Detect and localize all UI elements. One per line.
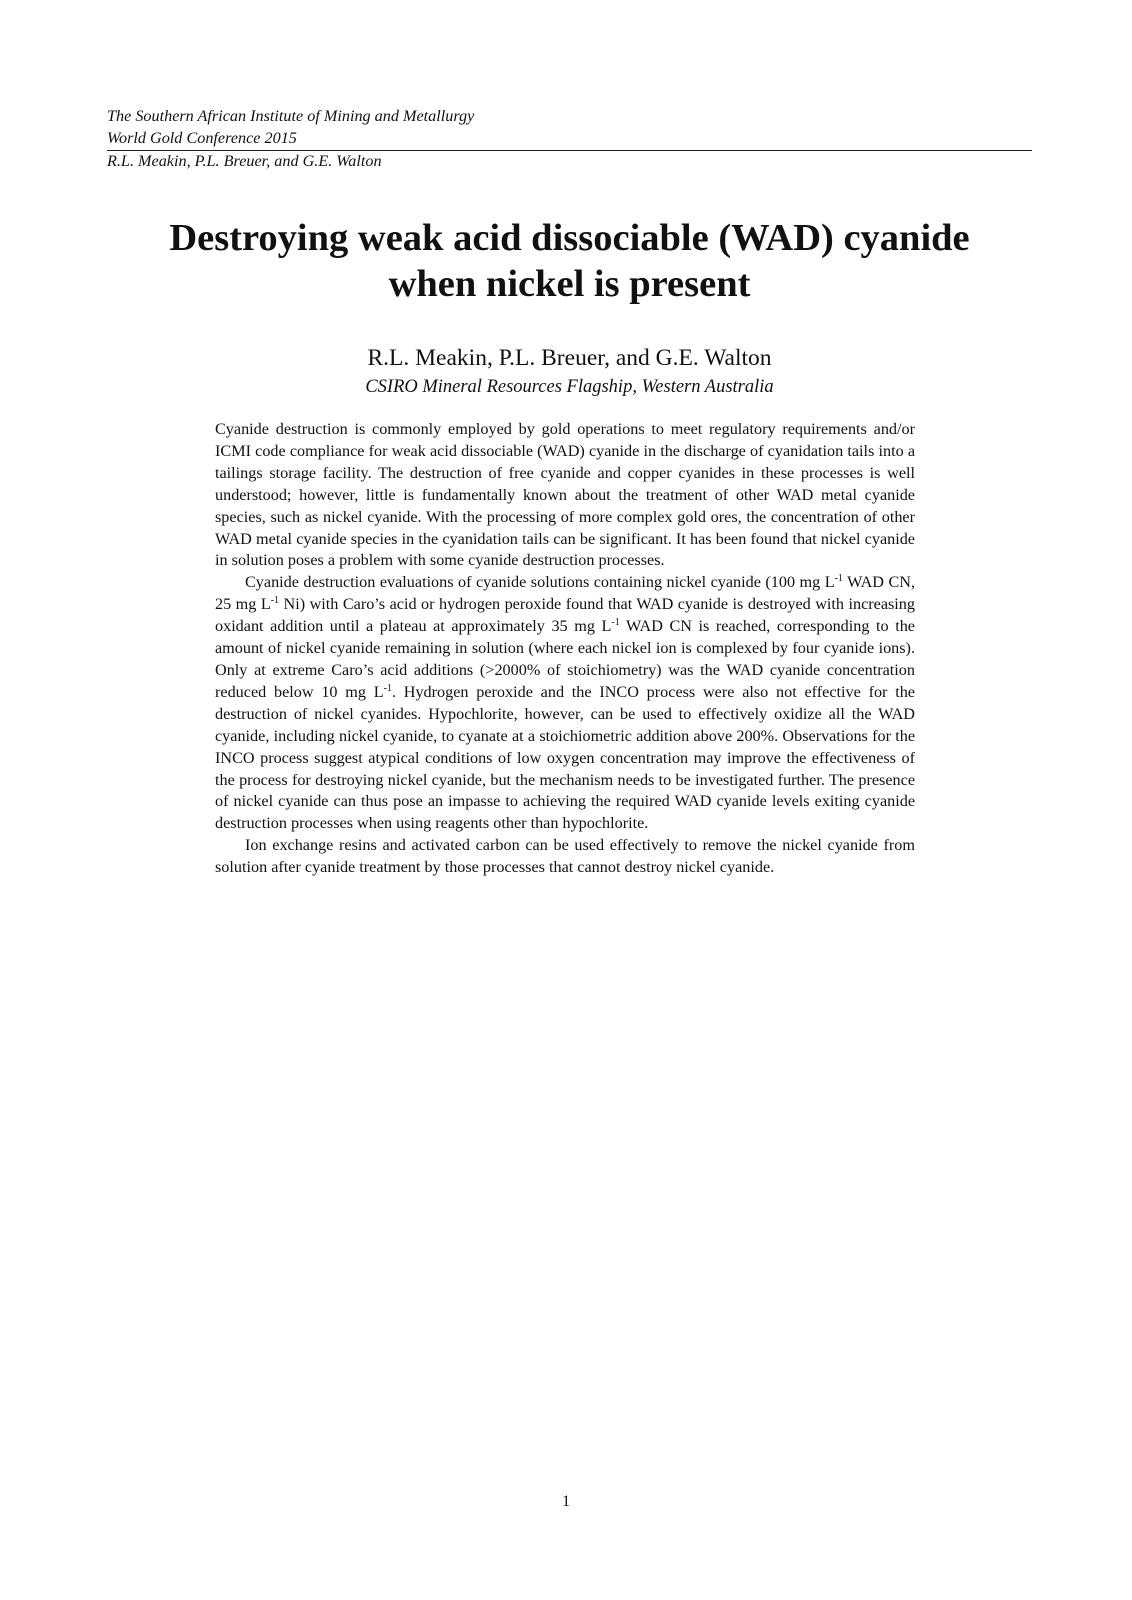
paper-title-line-1: Destroying weak acid dissociable (WAD) cyanide <box>169 217 970 259</box>
header-conference: World Gold Conference 2015 <box>107 128 297 147</box>
abstract-p2-text-5: . Hydrogen peroxide and the INCO process were also not effective for the destruction of nickel cyanides. Hypochlorite, however, can be used to effectively oxidize all the WAD cyanide, including nickel cyanide, to cyanate at a stoichiometric addition above 200%. Observations for the INCO process suggest atypical conditions of low oxygen concentration may improve the effectiveness of the process for destroying nickel cyanide, but the mechanism needs to be investigated further. The presence of nickel cyanide can thus pose an impasse to achieving the required WAD cyanide levels exiting cyanide destruction processes when using reagents other than hypochlorite. <box>215 682 915 833</box>
paper-affiliation: CSIRO Mineral Resources Flagship, Western Australia <box>365 377 774 397</box>
abstract <box>215 419 915 879</box>
page-number: 1 <box>561 1492 571 1510</box>
abstract-paragraph-1: Cyanide destruction is commonly employed by gold operations to meet regulatory requirements and/or ICMI code compliance for weak acid dissociable (WAD) cyanide in the discharge of cyanidation tails into a tailings storage facility. The destruction of free cyanide and copper cyanides in these processes is well understood; however, little is fundamentally known about the treatment of other WAD metal cyanide species, such as nickel cyanide. With the processing of more complex gold ores, the concentration of other WAD metal cyanide species in the cyanidation tails can be significant. It has been found that nickel cyanide in solution poses a problem with some cyanide destruction processes. <box>215 420 915 570</box>
superscript-minus-one: -1 <box>383 682 392 694</box>
abstract-paragraph-3: Ion exchange resins and activated carbon can be used effectively to remove the nickel cyanide from solution after cyanide treatment by those processes that cannot destroy nickel cyanide. <box>215 836 915 877</box>
paper-title <box>107 215 1032 307</box>
running-header <box>107 106 1032 173</box>
abstract-paragraph-2 <box>215 572 915 835</box>
paper-authors: R.L. Meakin, P.L. Breuer, and G.E. Walton <box>367 345 772 371</box>
superscript-minus-one: -1 <box>270 595 280 607</box>
header-authors: R.L. Meakin, P.L. Breuer, and G.E. Walton <box>107 152 382 170</box>
paper-title-line-2: when nickel is present <box>388 263 751 305</box>
abstract-p2-text-4: WAD CN is reached, corresponding to the amount of nickel cyanide remaining in solution (where each nickel ion is complexed by four cyanide ions). Only at extreme Caro’s acid additions (>2000% of stoichiometry) was the WAD cyanide concentration reduced below 10 mg L <box>215 617 915 701</box>
superscript-minus-one: -1 <box>611 617 620 629</box>
abstract-p2-text-1: Cyanide destruction evaluations of cyanide solutions containing nickel cyanide (100 mg L <box>245 573 835 592</box>
abstract-p2-text-3: Ni) with Caro’s acid or hydrogen peroxide found that WAD cyanide is destroyed with increasing oxidant addition until a plateau at approximately 35 mg L <box>215 595 915 636</box>
header-institute: The Southern African Institute of Mining and Metallurgy <box>107 107 475 125</box>
abstract-p2-text-2: WAD CN, 25 mg L <box>215 573 915 614</box>
superscript-minus-one: -1 <box>834 573 843 585</box>
